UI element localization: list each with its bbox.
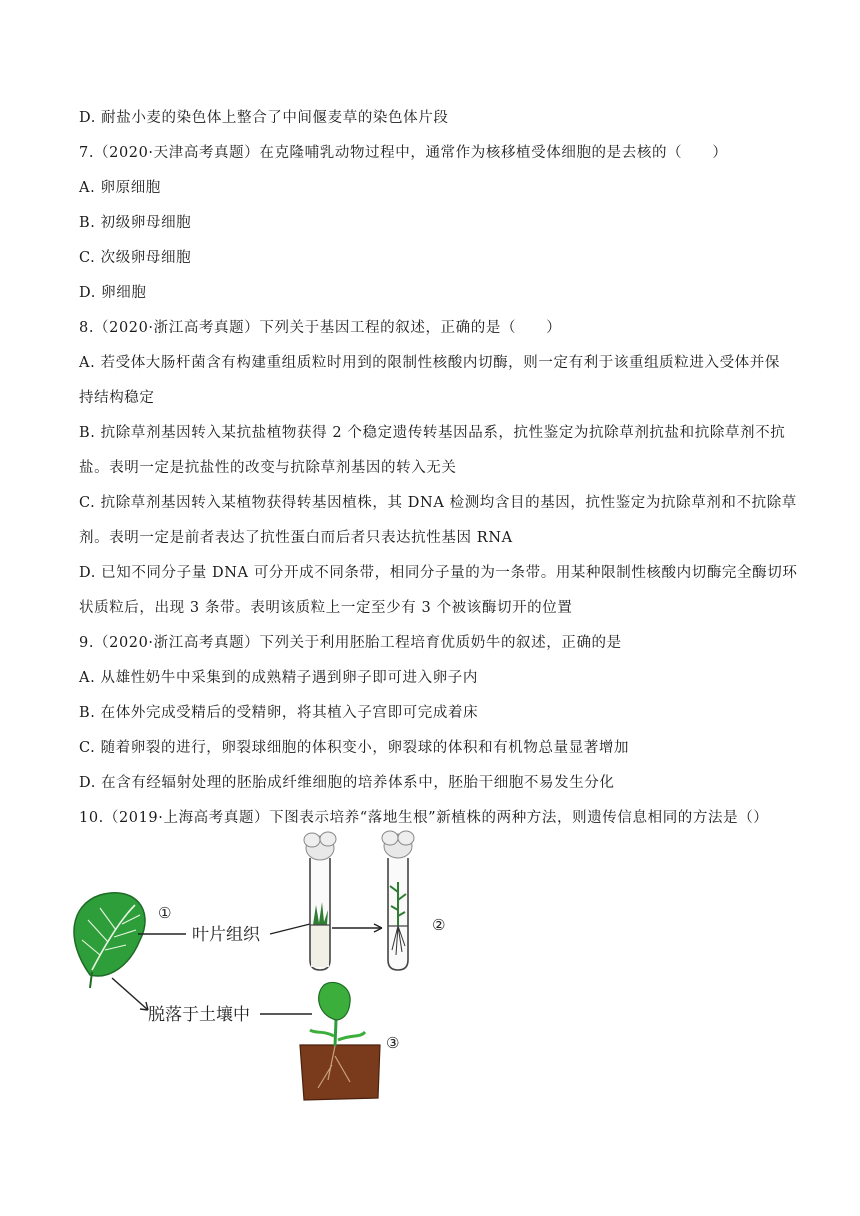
label-soil: 脱落于土壤中 (148, 1005, 250, 1025)
text-line-q8-option-a: A. 若受体大肠杆菌含有构建重组质粒时用到的限制性核酸内切酶，则一定有利于该重组质粒进入受体并保 (79, 355, 780, 371)
text-line-q9-option-c: C. 随着卵裂的进行，卵裂球细胞的体积变小，卵裂球的体积和有机物总量显著增加 (79, 740, 630, 756)
text-line-q8-option-c-cont: 剂。表明一定是前者表达了抗性蛋白而后者只表达抗性基因 RNA (79, 530, 513, 546)
arrow-leaf-to-soil (112, 978, 148, 1010)
arrow-tube1-to-tube2 (332, 924, 382, 932)
marker-1: ① (158, 904, 172, 922)
text-line-question-9: 9.（2020·浙江高考真题）下列关于利用胚胎工程培育优质奶牛的叙述，正确的是 (79, 635, 622, 651)
propagation-figure (60, 820, 480, 1105)
text-line-q7-option-b: B. 初级卵母细胞 (79, 215, 192, 231)
text-line-q7-option-a: A. 卵原细胞 (79, 180, 161, 196)
text-line-question-10: 10.（2019·上海高考真题）下图表示培养“落地生根”新植株的两种方法，则遗传信息相同的方法是（） (79, 810, 769, 826)
plant-in-soil-icon (300, 982, 380, 1100)
text-line-q8-option-a-cont: 持结构稳定 (79, 390, 155, 406)
text-line-q8-option-b-cont: 盐。表明一定是抗盐性的改变与抗除草剂基因的转入无关 (79, 460, 457, 476)
marker-3: ③ (386, 1034, 400, 1052)
text-line-q9-option-d: D. 在含有经辐射处理的胚胎成纤维细胞的培养体系中，胚胎干细胞不易发生分化 (79, 775, 615, 791)
marker-2: ② (432, 916, 446, 934)
leaf-icon (74, 893, 145, 988)
text-line-q9-option-b: B. 在体外完成受精后的受精卵，将其植入子宫即可完成着床 (79, 705, 479, 721)
text-line-q8-option-b: B. 抗除草剂基因转入某抗盐植物获得 2 个稳定遗传转基因品系，抗性鉴定为抗除草剂抗盐和抗除草剂不抗 (79, 425, 786, 441)
text-line-q8-option-c: C. 抗除草剂基因转入某植物获得转基因植株，其 DNA 检测均含目的基因，抗性鉴定为抗除草剂和不抗除草 (79, 495, 797, 511)
text-line-q8-option-d: D. 已知不同分子量 DNA 可分开成不同条带，相同分子量的为一条带。用某种限制性核酸内切酶完全酶切环 (79, 565, 798, 581)
test-tube-1 (304, 832, 336, 970)
text-line-q7-option-d: D. 卵细胞 (79, 285, 147, 301)
text-line-question-8: 8.（2020·浙江高考真题）下列关于基因工程的叙述，正确的是（ ） (79, 320, 562, 336)
text-line-q8-option-d-cont: 状质粒后，出现 3 条带。表明该质粒上一定至少有 3 个被该酶切开的位置 (79, 600, 573, 616)
connector-tube (270, 924, 310, 934)
text-line-q7-option-c: C. 次级卵母细胞 (79, 250, 192, 266)
text-line-option-d-q6: D. 耐盐小麦的染色体上整合了中间偃麦草的染色体片段 (79, 110, 449, 126)
test-tube-2 (382, 831, 414, 970)
text-line-q9-option-a: A. 从雄性奶牛中采集到的成熟精子遇到卵子即可进入卵子内 (79, 670, 478, 686)
text-line-question-7: 7.（2020·天津高考真题）在克隆哺乳动物过程中，通常作为核移植受体细胞的是去核的（ ） (79, 145, 728, 161)
label-leaf-tissue: 叶片组织 (192, 925, 260, 945)
